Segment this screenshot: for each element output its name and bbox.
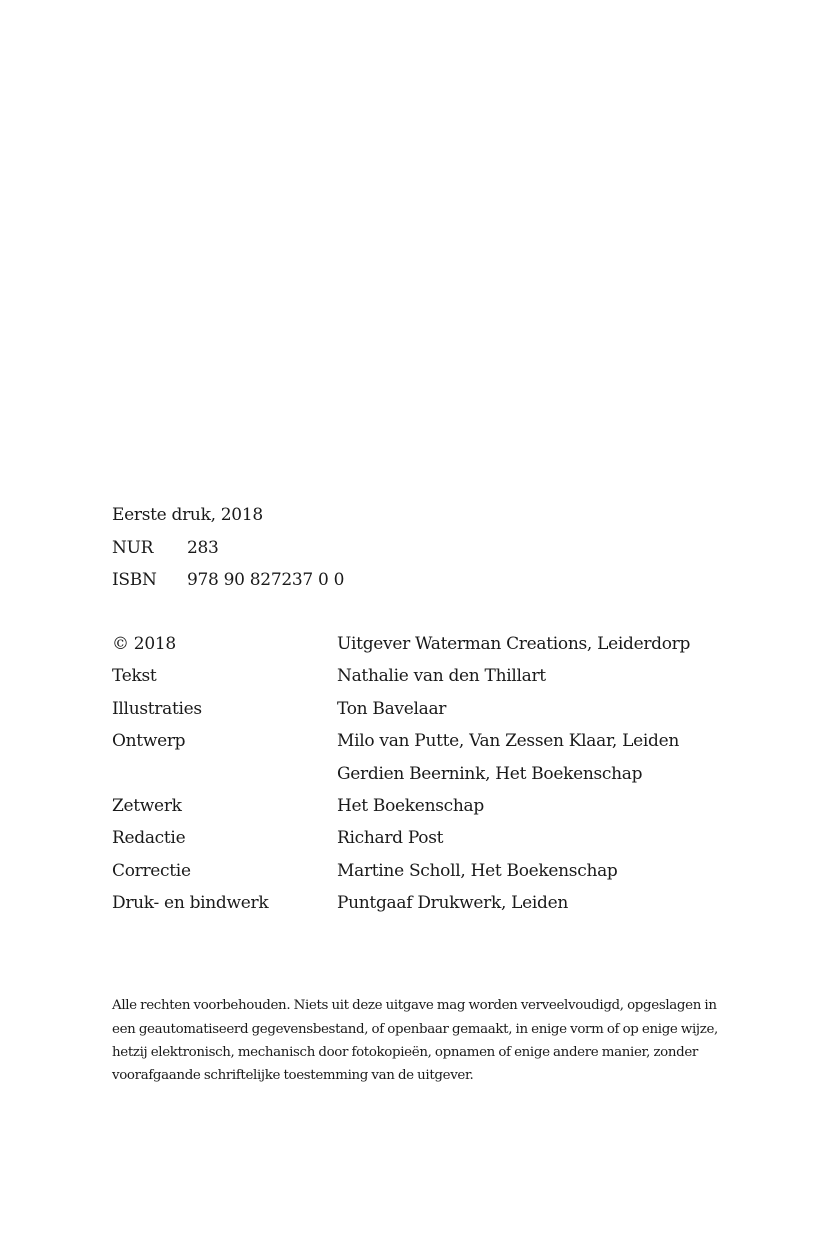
credit-role: Tekst: [112, 666, 157, 687]
credit-value: Het Boekenschap: [337, 795, 484, 816]
credit-role: Illustraties: [112, 698, 202, 719]
credit-role: Druk- en bindwerk: [112, 893, 269, 914]
nur-line: [112, 536, 344, 569]
credit-row-correctie: [112, 859, 690, 891]
credit-value: Puntgaaf Drukwerk, Leiden: [337, 893, 569, 914]
credit-row-ontwerp-2: [112, 762, 690, 794]
credit-value: Ton Bavelaar: [337, 698, 447, 719]
credit-value: Nathalie van den Thillart: [337, 666, 546, 687]
credit-row-redactie: [112, 826, 690, 858]
credits-list: [112, 632, 690, 924]
first-print-line: [112, 503, 344, 536]
credit-row-illustraties: [112, 697, 690, 729]
credit-role: Redactie: [112, 828, 186, 849]
credit-value: Martine Scholl, Het Boekenschap: [337, 860, 618, 881]
nur-value: 283: [187, 537, 219, 558]
first-print-text: Eerste druk, 2018: [112, 505, 263, 525]
nur-label: NUR: [112, 537, 154, 558]
credit-role: Zetwerk: [112, 795, 182, 816]
credit-role: Correctie: [112, 860, 191, 881]
isbn-line: [112, 568, 344, 601]
credit-value: Uitgever Waterman Creations, Leiderdorp: [337, 634, 691, 654]
rights-notice: Alle rechten voorbehouden. Niets uit deze uitgave mag worden verveelvoudigd, opgeslagen in een geautomatiseerd gegevensbestand, of openbaar gemaakt, in enige vorm of op enige wijze, hetzij elektronisch, mechanisch door fotokopieën, opnamen of enige andere manier, zonder voorafgaande schriftelijke toestemming van de uitgever.: [112, 998, 718, 1084]
credit-row-druk: [112, 891, 690, 923]
credit-value: Gerdien Beernink, Het Boekenschap: [337, 763, 643, 784]
isbn-value: 978 90 827237 0 0: [187, 570, 345, 590]
credit-role: © 2018: [112, 634, 176, 654]
credit-row-ontwerp: [112, 729, 690, 761]
credit-row-tekst: [112, 664, 690, 696]
credit-value: Richard Post: [337, 828, 444, 849]
credit-role: Ontwerp: [112, 731, 186, 752]
isbn-label: ISBN: [112, 570, 157, 590]
credit-value: Milo van Putte, Van Zessen Klaar, Leiden: [337, 731, 680, 752]
credit-row-zetwerk: [112, 794, 690, 826]
credit-row-copyright: [112, 632, 690, 664]
edition-info: [112, 503, 344, 601]
